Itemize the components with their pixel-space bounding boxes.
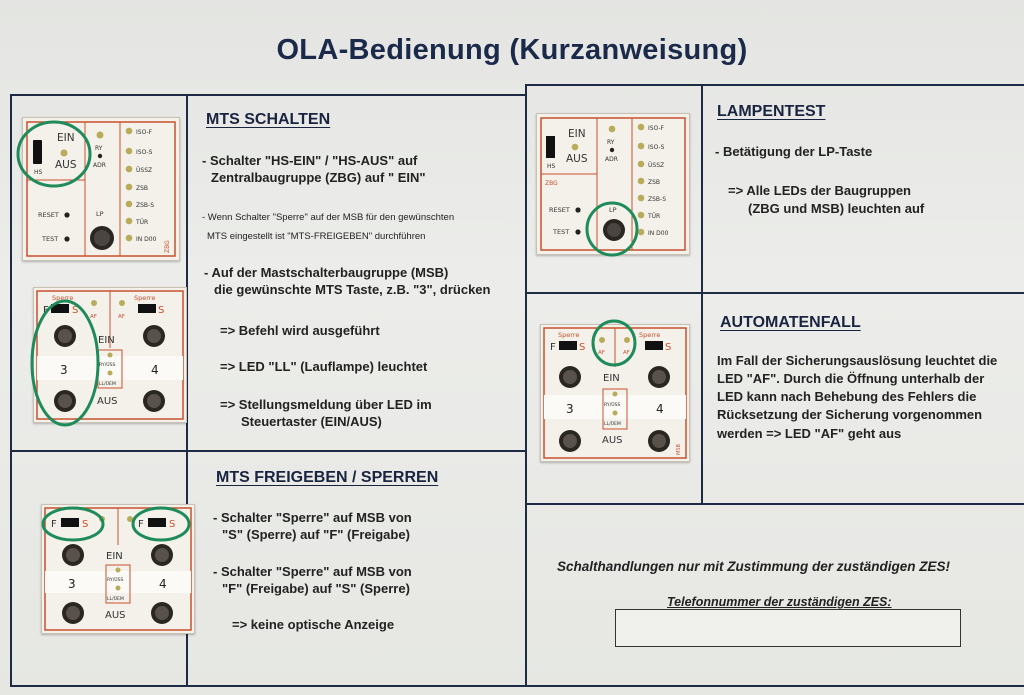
zbg-lp-label: LP [96,210,104,218]
lampentest-line-1: - Betätigung der LP-Taste [715,144,873,159]
zes-consent-note: Schalthandlungen nur mit Zustimmung der zuständigen ZES! [557,559,951,574]
msb2-s-label: S [82,519,89,530]
heading-mts-schalten: MTS SCHALTEN [206,111,331,128]
zbg-led-label-7: IN D00 [136,236,157,243]
lt-led-label-4: ZSB [648,179,661,186]
zbg-ein-label: EIN [57,132,75,144]
highlight-circle-af [590,318,638,368]
msb1-aus-label: AUS [97,396,118,407]
highlight-circle-sperre-right [130,505,192,543]
mts-schalten-line-1: - Schalter "HS-EIN" / "HS-AUS" auf [202,153,418,168]
mts-schalten-result-2: => LED "LL" (Lauflampe) leuchtet [220,359,428,374]
msb1-key-3: 3 [60,363,68,377]
freigeben-line-1: - Schalter "Sperre" auf MSB von [213,510,412,525]
af-ll-label: LL/ÜEM [604,422,621,427]
lt-led-label-3: ÜSSZ [648,162,665,169]
lampentest-line-3: (ZBG und MSB) leuchten auf [748,201,925,216]
lt-test-label: TEST [553,228,570,236]
mts-schalten-result-4: Steuertaster (EIN/AUS) [241,414,382,429]
af-s-label: S [579,342,586,353]
msb1-key-4: 4 [151,363,159,377]
heading-mts-freigeben: MTS FREIGEBEN / SPERREN [216,469,439,486]
zes-phone-field [615,609,961,647]
lt-adr-label: ADR [605,156,618,163]
msb2-aus-label: AUS [105,610,126,621]
af-msb-label: MSB [676,444,682,455]
zbg-reset-label: RESET [38,211,59,219]
msb2-ein-label: EIN [106,551,123,562]
highlight-circle-sperre-left [40,505,106,543]
lampentest-line-2: => Alle LEDs der Baugruppen [728,183,912,198]
highlight-circle-key3 [28,297,102,429]
frame-top-right [525,84,1024,86]
lt-aus-label: AUS [566,153,588,165]
zbg-aus-label: AUS [55,159,77,171]
zbg-test-label: TEST [42,235,59,243]
zbg-led-label-1: ISO-F [136,129,153,136]
msb1-ein-label: EIN [98,335,115,346]
msb1-f-label: F [43,305,49,316]
msb2-ll-label: LL/ÜEM [107,597,124,602]
freigeben-line-5: => keine optische Anzeige [232,617,395,632]
msb2-f-label: F [51,519,57,530]
msb1-s-label-right: S [158,305,165,316]
lt-led-label-1: ISO-F [648,125,665,132]
zbg-ry-label: RY [95,145,103,152]
lt-hs-label: HS [547,163,556,170]
lt-led-label-5: ZSB-S [648,196,667,203]
automatenfall-line-4: Rücksetzung der Sicherung vorgenommen [717,407,983,422]
automatenfall-line-5: werden => LED "AF" geht aus [717,426,902,441]
msb2-key-3: 3 [68,577,76,591]
frame-left [10,94,12,686]
divider-right-middle [525,292,1024,294]
automatenfall-line-2: LED "AF". Durch die Öffnung unterhalb der [717,371,985,386]
zbg-led-label-3: ÜSSZ [136,167,153,174]
highlight-circle-lp [584,200,640,258]
msb2-s-label-right: S [169,519,176,530]
af-f-label: F [550,342,556,353]
zes-phone-label: Telefonnummer der zuständigen ZES: [667,595,892,609]
af-af-right: AF [623,350,630,356]
automatenfall-line-3: LED kann nach Behebung des Fehlers die [717,389,977,404]
mts-schalten-note-1: - Wenn Schalter "Sperre" auf der MSB für den gewünschten [202,212,455,223]
zbg-led-label-5: ZSB-S [136,202,155,209]
af-s-label-right: S [665,342,672,353]
af-ry-label: RY/ÜSS [604,403,621,408]
freigeben-line-3: - Schalter "Sperre" auf MSB von [213,564,412,579]
msb2-f-label-right: F [138,519,144,530]
divider-left-middle [10,450,525,452]
msb2-ry-label: RY/ÜSS [107,578,124,583]
msb1-af-label: AF [90,314,97,320]
zbg-adr-label: ADR [93,162,106,169]
zbg-side-label: ZBG [164,240,171,253]
lt-zbg-label: ZBG [545,180,558,187]
msb1-af-label-right: AF [118,314,125,320]
frame-top [10,94,525,96]
msb1-ll-label: LL/ÜEM [99,382,116,387]
lt-led-label-6: TÜR [648,213,661,220]
af-key-4: 4 [656,402,664,416]
mts-schalten-line-2: Zentralbaugruppe (ZBG) auf " EIN" [211,170,426,185]
page-title: OLA-Bedienung (Kurzanweisung) [276,34,748,66]
lt-ein-label: EIN [568,128,586,140]
divider-right-lower [525,503,1024,505]
lt-led-label-7: IN D00 [648,230,669,237]
zbg-led-label-6: TÜR [136,219,149,226]
lt-lp-label: LP [609,206,617,214]
af-af-left: AF [598,350,605,356]
msb1-s-label: S [72,305,79,316]
heading-automatenfall: AUTOMATENFALL [720,314,861,331]
msb1-sperre-right: Sperre [134,294,156,302]
msb1-ry-label: RY/ÜSS [99,363,116,368]
mts-schalten-note-2: MTS eingestellt ist "MTS-FREIGEBEN" durchführen [207,231,426,242]
zbg-led-label-2: ISO-S [136,149,153,156]
lt-reset-label: RESET [549,206,570,214]
mts-schalten-result-1: => Befehl wird ausgeführt [220,323,380,338]
zbg-led-label-4: ZSB [136,185,149,192]
divider-center [525,84,527,686]
mts-schalten-line-3: - Auf der Mastschalterbaugruppe (MSB) [204,265,449,280]
af-key-3: 3 [566,402,574,416]
zbg-hs-label: HS [34,169,43,176]
mts-schalten-result-3: => Stellungsmeldung über LED im [220,397,432,412]
lt-led-label-2: ISO-S [648,144,665,151]
freigeben-line-2: "S" (Sperre) auf "F" (Freigabe) [222,527,410,542]
af-sperre-left: Sperre [558,331,580,339]
af-aus-label: AUS [602,435,623,446]
mts-schalten-line-4: die gewünschte MTS Taste, z.B. "3", drücken [214,282,491,297]
af-ein-label: EIN [603,373,620,384]
lt-ry-label: RY [607,139,615,146]
af-sperre-right: Sperre [639,331,661,339]
freigeben-line-4: "F" (Freigabe) auf "S" (Sperre) [222,581,410,596]
msb1-sperre-left: Sperre [52,294,74,302]
highlight-circle-hs [14,118,94,190]
frame-bottom [10,685,1024,687]
msb2-key-4: 4 [159,577,167,591]
heading-lampentest: LAMPENTEST [717,103,826,120]
automatenfall-line-1: Im Fall der Sicherungsauslösung leuchtet die [717,353,998,368]
